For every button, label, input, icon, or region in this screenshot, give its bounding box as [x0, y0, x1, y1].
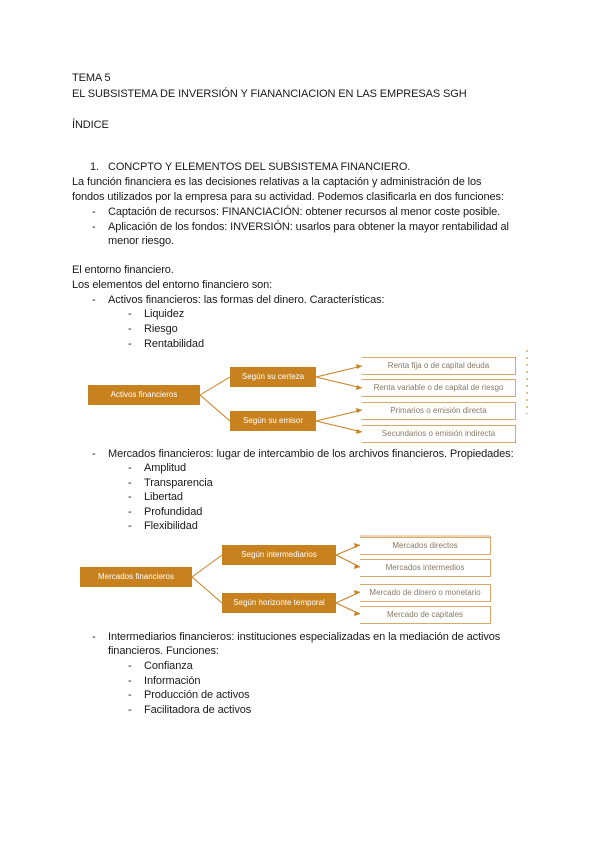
sub-dash: - — [128, 462, 132, 474]
activos-label: Activos financieros: las formas del dinero. Características: — [108, 294, 385, 306]
sub-dash: - — [128, 704, 132, 716]
activos-item: Riesgo — [144, 323, 178, 335]
activos-item: Rentabilidad — [144, 338, 204, 350]
mercados-item: Transparencia — [144, 477, 213, 489]
bullet-dash: - — [92, 448, 96, 460]
intermediarios-label-cont: financieros. Funciones: — [108, 645, 219, 657]
mercados-label: Mercados financieros: lugar de intercambio de los archivos financieros. Propiedades: — [108, 448, 514, 460]
mercados-item: Flexibilidad — [144, 520, 198, 532]
tema-label: TEMA 5 — [72, 72, 111, 84]
mercados-item: Profundidad — [144, 506, 203, 518]
diagram1-leaf: Primarios o emisión directa — [362, 402, 516, 420]
sub-dash: - — [128, 506, 132, 518]
diagram1-root: Activos financieros — [88, 385, 200, 405]
sub-dash: - — [128, 491, 132, 503]
intermediarios-label: Intermediarios financieros: instituciones especializadas en la mediación de activos — [108, 631, 501, 643]
intermediarios-item: Confianza — [144, 660, 193, 672]
sub-dash: - — [128, 689, 132, 701]
entorno-title: El entorno financiero. — [72, 264, 174, 276]
bullet-dash: - — [92, 221, 96, 233]
paragraph-line: fondos utilizados por la empresa para su actividad. Podemos clasificarla en dos funciones: — [72, 191, 504, 203]
intermediarios-item: Información — [144, 675, 201, 687]
diagram1-branch-emisor: Según su emisor — [230, 411, 316, 431]
diagram2-branch-horizonte: Según horizonte temporal — [222, 593, 336, 613]
document-title: EL SUBSISTEMA DE INVERSIÓN Y FIANANCIACION EN LAS EMPRESAS SGH — [72, 88, 467, 100]
section-heading: CONCPTO Y ELEMENTOS DEL SUBSISTEMA FINANCIERO. — [108, 161, 411, 173]
bullet-dash: - — [92, 631, 96, 643]
section-number: 1. — [90, 161, 99, 173]
paragraph-line: La función financiera es las decisiones relativas a la captación y administración de los — [72, 176, 482, 188]
diagram2-branch-intermediarios: Según intermediarios — [222, 545, 336, 565]
mercados-item: Amplitud — [144, 462, 186, 474]
diagram2-root: Mercados financieros — [80, 567, 192, 587]
diagram2-leaf: Mercado de capitales — [360, 606, 491, 624]
sub-dash: - — [128, 338, 132, 350]
bullet-inversion: Aplicación de los fondos: INVERSIÓN: usarlos para obtener la mayor rentabilidad al — [108, 221, 509, 233]
diagram1-leaf: Renta fija o de capital deuda — [362, 357, 516, 375]
sub-dash: - — [128, 675, 132, 687]
diagram2-leaf: Mercados directos — [360, 537, 491, 555]
diagram1-leaf: Renta variable o de capital de riesgo — [362, 379, 516, 397]
bullet-dash: - — [92, 294, 96, 306]
activos-item: Liquidez — [144, 308, 185, 320]
sub-dash: - — [128, 477, 132, 489]
index-heading: ÍNDICE — [72, 119, 109, 131]
intermediarios-item: Facilitadora de activos — [144, 704, 252, 716]
mercados-item: Libertad — [144, 491, 183, 503]
intermediarios-item: Producción de activos — [144, 689, 250, 701]
diagram1-branch-certeza: Según su certeza — [230, 367, 316, 387]
sub-dash: - — [128, 308, 132, 320]
bullet-dash: - — [92, 206, 96, 218]
bullet-inversion-cont: menor riesgo. — [108, 235, 174, 247]
diagram1-leaf: Secundarios o emisión indirecta — [362, 425, 516, 443]
entorno-intro: Los elementos del entorno financiero son: — [72, 279, 273, 291]
sub-dash: - — [128, 660, 132, 672]
diagram2-leaf: Mercados intermedios — [360, 559, 491, 577]
bullet-financiacion: Captación de recursos: FINANCIACIÓN: obtener recursos al menor coste posible. — [108, 206, 501, 218]
diagram2-leaf: Mercado de dinero o monetario — [360, 584, 491, 602]
sub-dash: - — [128, 323, 132, 335]
sub-dash: - — [128, 520, 132, 532]
